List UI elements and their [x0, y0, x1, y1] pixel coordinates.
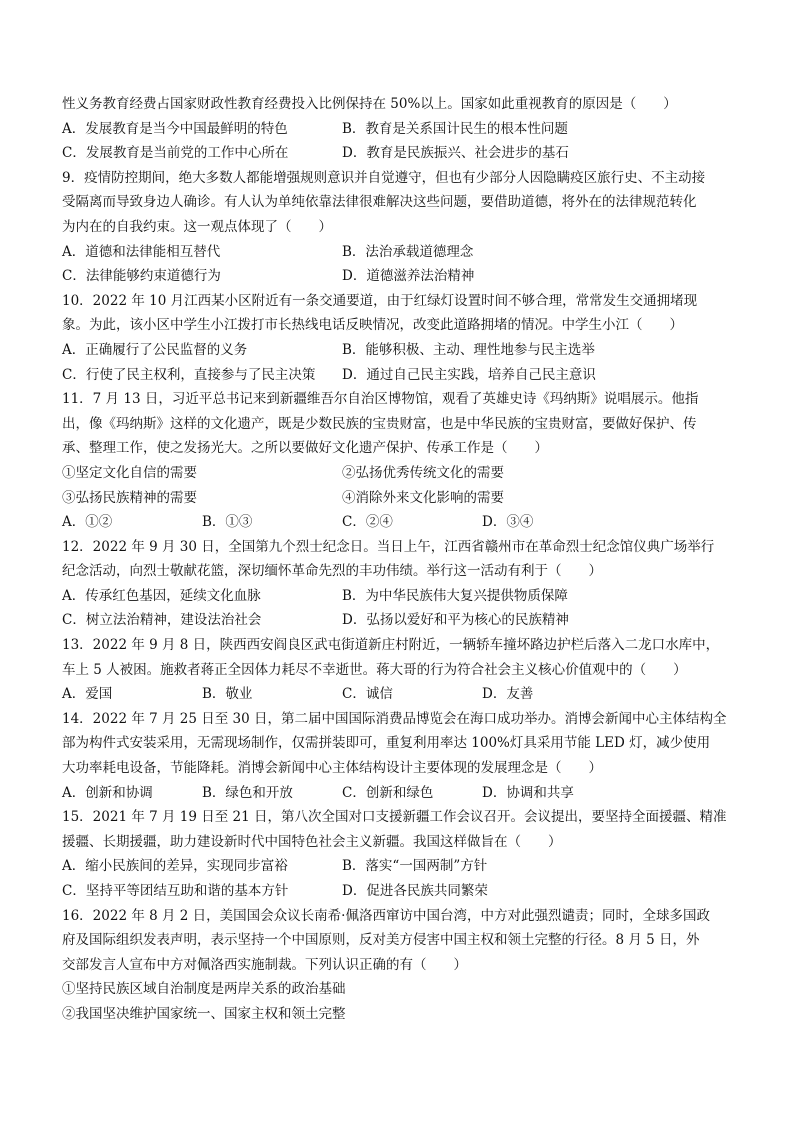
- options-row: [62, 584, 732, 609]
- option-b: B．敬业: [202, 686, 253, 703]
- question-text: 援疆、长期援疆，助力建设新时代中国特色社会主义新疆。我国这样做旨在（ ）: [62, 833, 562, 850]
- question-text: 纪念活动，向烈士敬献花篮，深切缅怀革命先烈的丰功伟绩。举行这一活动有利于（ ）: [62, 563, 602, 580]
- question-text: 府及国际组织发表声明，表示坚持一个中国原则，反对美方侵害中国主权和领土完整的行径。8 月 5 日，外: [62, 932, 700, 949]
- options-row: [62, 363, 732, 388]
- option-c: C．②④: [342, 514, 393, 531]
- option-d: D．友善: [482, 686, 534, 703]
- option-d: D．通过自己民主实践，培养自己民主意识: [342, 366, 596, 383]
- statement-4: ④消除外来文化影响的需要: [342, 489, 504, 506]
- option-d: D．教育是民族振兴、社会进步的基石: [342, 145, 569, 162]
- question-text: 承、整理工作，使之发扬光大。之所以要做好文化遗产保护、传承工作是（ ）: [62, 440, 548, 457]
- question-10: [62, 289, 732, 387]
- option-a: A．发展教育是当今中国最鲜明的特色: [62, 120, 288, 137]
- statement-3: ③弘扬民族精神的需要: [62, 489, 197, 506]
- option-c: C．法律能够约束道德行为: [62, 268, 221, 285]
- option-b: B．教育是关系国计民生的根本性问题: [342, 120, 568, 137]
- option-d: D．道德滋养法治精神: [342, 268, 475, 285]
- option-a: A．爱国: [62, 686, 113, 703]
- option-b: B．落实“一国两制”方针: [342, 858, 488, 875]
- question-text: 15．2021 年 7 月 19 日至 21 日，第八次全国对口支援新疆工作会议召开。会议提出，要坚持全面援疆、精准: [62, 809, 727, 826]
- question-14: [62, 707, 732, 805]
- options-row: [62, 141, 732, 166]
- option-c: C．坚持平等团结互助和谐的基本方针: [62, 883, 289, 899]
- option-a: A．创新和协调: [62, 784, 153, 801]
- question-text: 象。为此，该小区中学生小江拨打市长热线电话反映情况，改变此道路拥堵的情况。中学生小江（ ）: [62, 317, 683, 334]
- option-d: D．协调和共享: [482, 784, 574, 801]
- options-row: [62, 682, 732, 707]
- option-c: C．诚信: [342, 686, 393, 703]
- option-b: B．法治承载道德理念: [342, 243, 474, 260]
- option-d: D．③④: [482, 514, 534, 531]
- question-text: 14．2022 年 7 月 25 日至 30 日，第二届中国国际消费品博览会在海口成功举办。消博会新闻中心主体结构全: [62, 710, 727, 727]
- question-8: [62, 92, 732, 166]
- question-text: 12．2022 年 9 月 30 日，全国第九个烈士纪念日。当日上午，江西省赣州市在革命烈士纪念馆仪典广场举行: [62, 538, 715, 555]
- question-11: [62, 387, 732, 535]
- statements-row: [62, 486, 732, 511]
- options-row: [62, 338, 732, 363]
- question-text: 部为构件式安装采用，无需现场制作，仅需拼装即可，重复利用率达 100%灯具采用节能 LED 灯，减少使用: [62, 735, 711, 752]
- option-a: A．①②: [62, 514, 113, 531]
- question-text: 为内在的自我约束。这一观点体现了（ ）: [62, 218, 332, 235]
- option-c: C．行使了民主权利，直接参与了民主决策: [62, 366, 316, 383]
- question-16: [62, 904, 732, 1027]
- question-text: 16．2022 年 8 月 2 日，美国国会众议长南希·佩洛西窜访中国台湾，中方对此强烈谴责；同时，全球多国政: [62, 907, 710, 924]
- question-text: 10．2022 年 10 月江西某小区附近有一条交通要道，由于红绿灯设置时间不够合理，常常发生交通拥堵现: [62, 292, 698, 309]
- question-text: 11．7 月 13 日，习近平总书记来到新疆维吾尔自治区博物馆，观看了英雄史诗《玛纳斯》说唱展示。他指: [62, 391, 699, 408]
- options-row: [62, 608, 732, 633]
- option-b: B．绿色和开放: [202, 784, 293, 801]
- question-text: 性义务教育经费占国家财政性教育经费投入比例保持在 50%以上。国家如此重视教育的原因是（ ）: [62, 96, 677, 112]
- exam-page: [62, 92, 732, 1027]
- question-text: 受隔离而导致身边人确诊。有人认为单纯依靠法律很难解决这些问题，要借助道德，将外在的法律规范转化: [62, 194, 697, 211]
- question-text: 13．2022 年 9 月 8 日，陕西西安阎良区武屯街道新庄村附近，一辆轿车撞坏路边护栏后落入二龙口水库中，: [62, 637, 720, 654]
- option-b: B．①③: [202, 514, 253, 531]
- question-text: 9．疫情防控期间，绝大多数人都能增强规则意识并自觉遵守，但也有少部分人因隐瞒疫区旅行史、不主动接: [62, 169, 706, 186]
- option-c: C．创新和绿色: [342, 784, 434, 801]
- statement-1: ①坚定文化自信的需要: [62, 464, 197, 481]
- option-b: B．为中华民族伟大复兴提供物质保障: [342, 587, 568, 604]
- question-9: [62, 166, 732, 289]
- option-a: A．缩小民族间的差异，实现同步富裕: [62, 858, 288, 875]
- question-text: 大功率耗电设备，节能降耗。消博会新闻中心主体结构设计主要体现的发展理念是（ ）: [62, 760, 602, 777]
- option-c: C．树立法治精神，建设法治社会: [62, 612, 262, 629]
- question-15: [62, 805, 732, 903]
- options-row: [62, 854, 732, 879]
- statements-row: [62, 461, 732, 486]
- options-row: [62, 264, 732, 289]
- option-b: B．能够积极、主动、理性地参与民主选举: [342, 341, 595, 358]
- option-d: D．弘扬以爱好和平为核心的民族精神: [342, 612, 569, 629]
- question-12: [62, 535, 732, 633]
- question-text: 出，像《玛纳斯》这样的文化遗产，既是少数民族的宝贵财富，也是中华民族的宝贵财富，要做好保护、传: [62, 415, 697, 432]
- question-13: [62, 633, 732, 707]
- option-a: A．正确履行了公民监督的义务: [62, 341, 248, 358]
- option-a: A．道德和法律能相互替代: [62, 243, 221, 260]
- option-c: C．发展教育是当前党的工作中心所在: [62, 145, 289, 162]
- options-row: [62, 510, 732, 535]
- question-text: 车上 5 人被困。施救者蒋正全因体力耗尽不幸逝世。蒋大哥的行为符合社会主义核心价值观中的（ ）: [62, 661, 687, 678]
- option-a: A．传承红色基因，延续文化血脉: [62, 587, 261, 604]
- options-row: [62, 879, 732, 904]
- options-row: [62, 240, 732, 265]
- statement-2: ②弘扬优秀传统文化的需要: [342, 464, 504, 481]
- statement-1: ①坚持民族区域自治制度是两岸关系的政治基础: [62, 981, 346, 998]
- question-text: 交部发言人宣布中方对佩洛西实施制裁。下列认识正确的有（ ）: [62, 956, 467, 973]
- statement-2: ②我国坚决维护国家统一、国家主权和领土完整: [62, 1005, 346, 1022]
- option-d: D．促进各民族共同繁荣: [342, 883, 488, 899]
- options-row: [62, 117, 732, 142]
- options-row: [62, 781, 732, 806]
